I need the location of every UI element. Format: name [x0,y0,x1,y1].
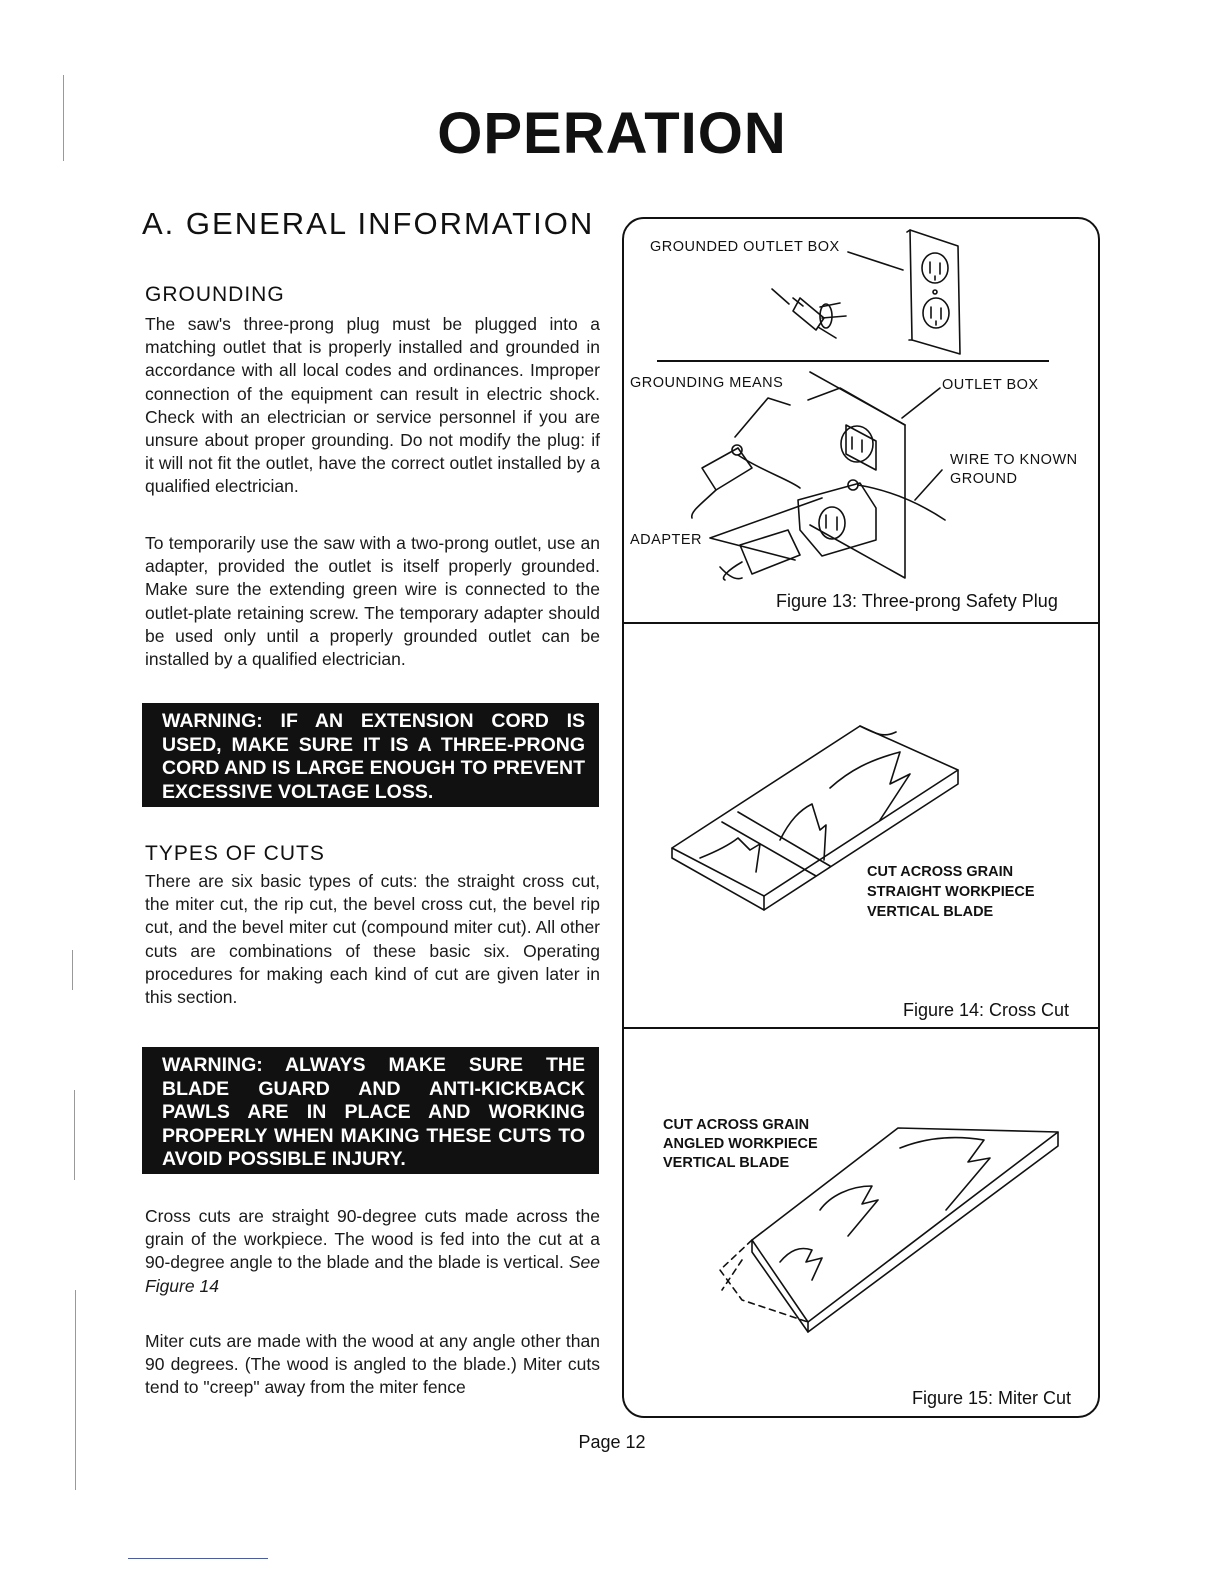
scan-margin-mark-1 [63,75,64,161]
scan-margin-mark-4 [75,1290,76,1490]
section-title: A. GENERAL INFORMATION [142,206,595,241]
types-of-cuts-heading: TYPES OF CUTS [145,842,325,865]
leader-outlet-box-top [848,252,903,270]
fig14-label-line-2: STRAIGHT WORKPIECE [867,884,1035,900]
warning-extension-cord: WARNING: IF AN EXTENSION CORD IS USED, MAKE SURE IT IS A THREE-PRONG CORD AND IS LARGE ENOUGH TO PREVENT EXCESSIVE VOLTAGE LOSS. [142,703,599,807]
figure-13-caption: Figure 13: Three-prong Safety Plug [776,591,1058,611]
fig15-label-line-1: CUT ACROSS GRAIN [663,1117,810,1133]
cross-cut-figure-ref: See Figure 14 [145,1252,600,1296]
leader-grounding-means [735,398,790,437]
fig13-label-grounded-outlet-box: GROUNDED OUTLET BOX [650,239,840,255]
page-number: Page 12 [578,1432,646,1452]
fig15-label-line-2: ANGLED WORKPIECE [663,1136,818,1152]
fig15-label-line-3: VERTICAL BLADE [663,1155,790,1171]
fig13-label-grounding-means: GROUNDING MEANS [630,375,784,391]
grounding-means-adapter-icon [692,445,800,518]
miter-cut-dashed-guide [720,1240,808,1322]
scan-margin-mark-3 [74,1090,75,1180]
types-of-cuts-paragraph: There are six basic types of cuts: the straight cross cut, the miter cut, the rip cut, the bevel cross cut, the bevel rip cut, and the bevel miter cut (compound miter cut). All other cuts are combinations of these basic six. Operating procedures for making each kind of cut are given later in this section. [145,871,600,1008]
three-prong-plug-icon [772,289,846,338]
fig13-label-wire-line-1: WIRE TO KNOWN [950,452,1078,468]
grounding-paragraph-2: To temporarily use the saw with a two-prong outlet, use an adapter, provided the outlet is itself properly grounded. Make sure the extending green wire is connected to the outlet-plate retaining screw. The temporary adapter should be used only until a properly grounded outlet can be installed by a qualified electrician. [145,533,600,670]
fig13-label-outlet-box: OUTLET BOX [942,377,1039,393]
grounded-outlet-icon [907,230,960,354]
grounding-paragraph-1: The saw's three-prong plug must be plugged into a matching outlet that is properly installed and grounded in accordance with all local codes and ordinances. Improper connection of the equipment can result in electric shock. Check with an electrician or service personnel if you are unsure about proper grounding. Do not modify the plug: if it will not fit the outlet, have the correct outlet installed by a qualified electrician. [145,314,600,497]
cross-cut-board-illustration [672,726,958,910]
leader-wire [915,470,942,500]
warning-blade-guard: WARNING: ALWAYS MAKE SURE THE BLADE GUARD AND ANTI-KICKBACK PAWLS ARE IN PLACE AND WORKING PROPERLY WHEN MAKING THESE CUTS TO AVOID POSSIBLE INJURY. [142,1047,599,1174]
footer-rule [128,1558,268,1559]
figure-14-caption: Figure 14: Cross Cut [903,1000,1070,1020]
fig13-label-wire-line-2: GROUND [950,471,1018,487]
fig14-label-line-3: VERTICAL BLADE [867,904,994,920]
grounding-heading: GROUNDING [145,283,285,306]
cross-cut-text: Cross cuts are straight 90-degree cuts made across the grain of the workpiece. The wood is fed into the cut at a 90-degree angle to the blade and the blade is vertical. [145,1206,600,1273]
page-title: OPERATION [437,101,787,166]
figure-15-caption: Figure 15: Miter Cut [912,1388,1072,1408]
outlet-box-wall-icon [808,372,905,578]
leader-outlet-box [902,388,940,418]
fig14-label-line-1: CUT ACROSS GRAIN [867,864,1014,880]
fig13-label-adapter: ADAPTER [630,532,702,548]
miter-cut-paragraph: Miter cuts are made with the wood at any angle other than 90 degrees. (The wood is angled to the blade.) Miter cuts tend to "creep" away from the miter fence [145,1331,600,1398]
scan-margin-mark-2 [72,950,73,990]
leader-adapter [710,498,822,560]
miter-cut-board-illustration [752,1128,1058,1332]
plug-with-cord-icon [720,530,800,580]
